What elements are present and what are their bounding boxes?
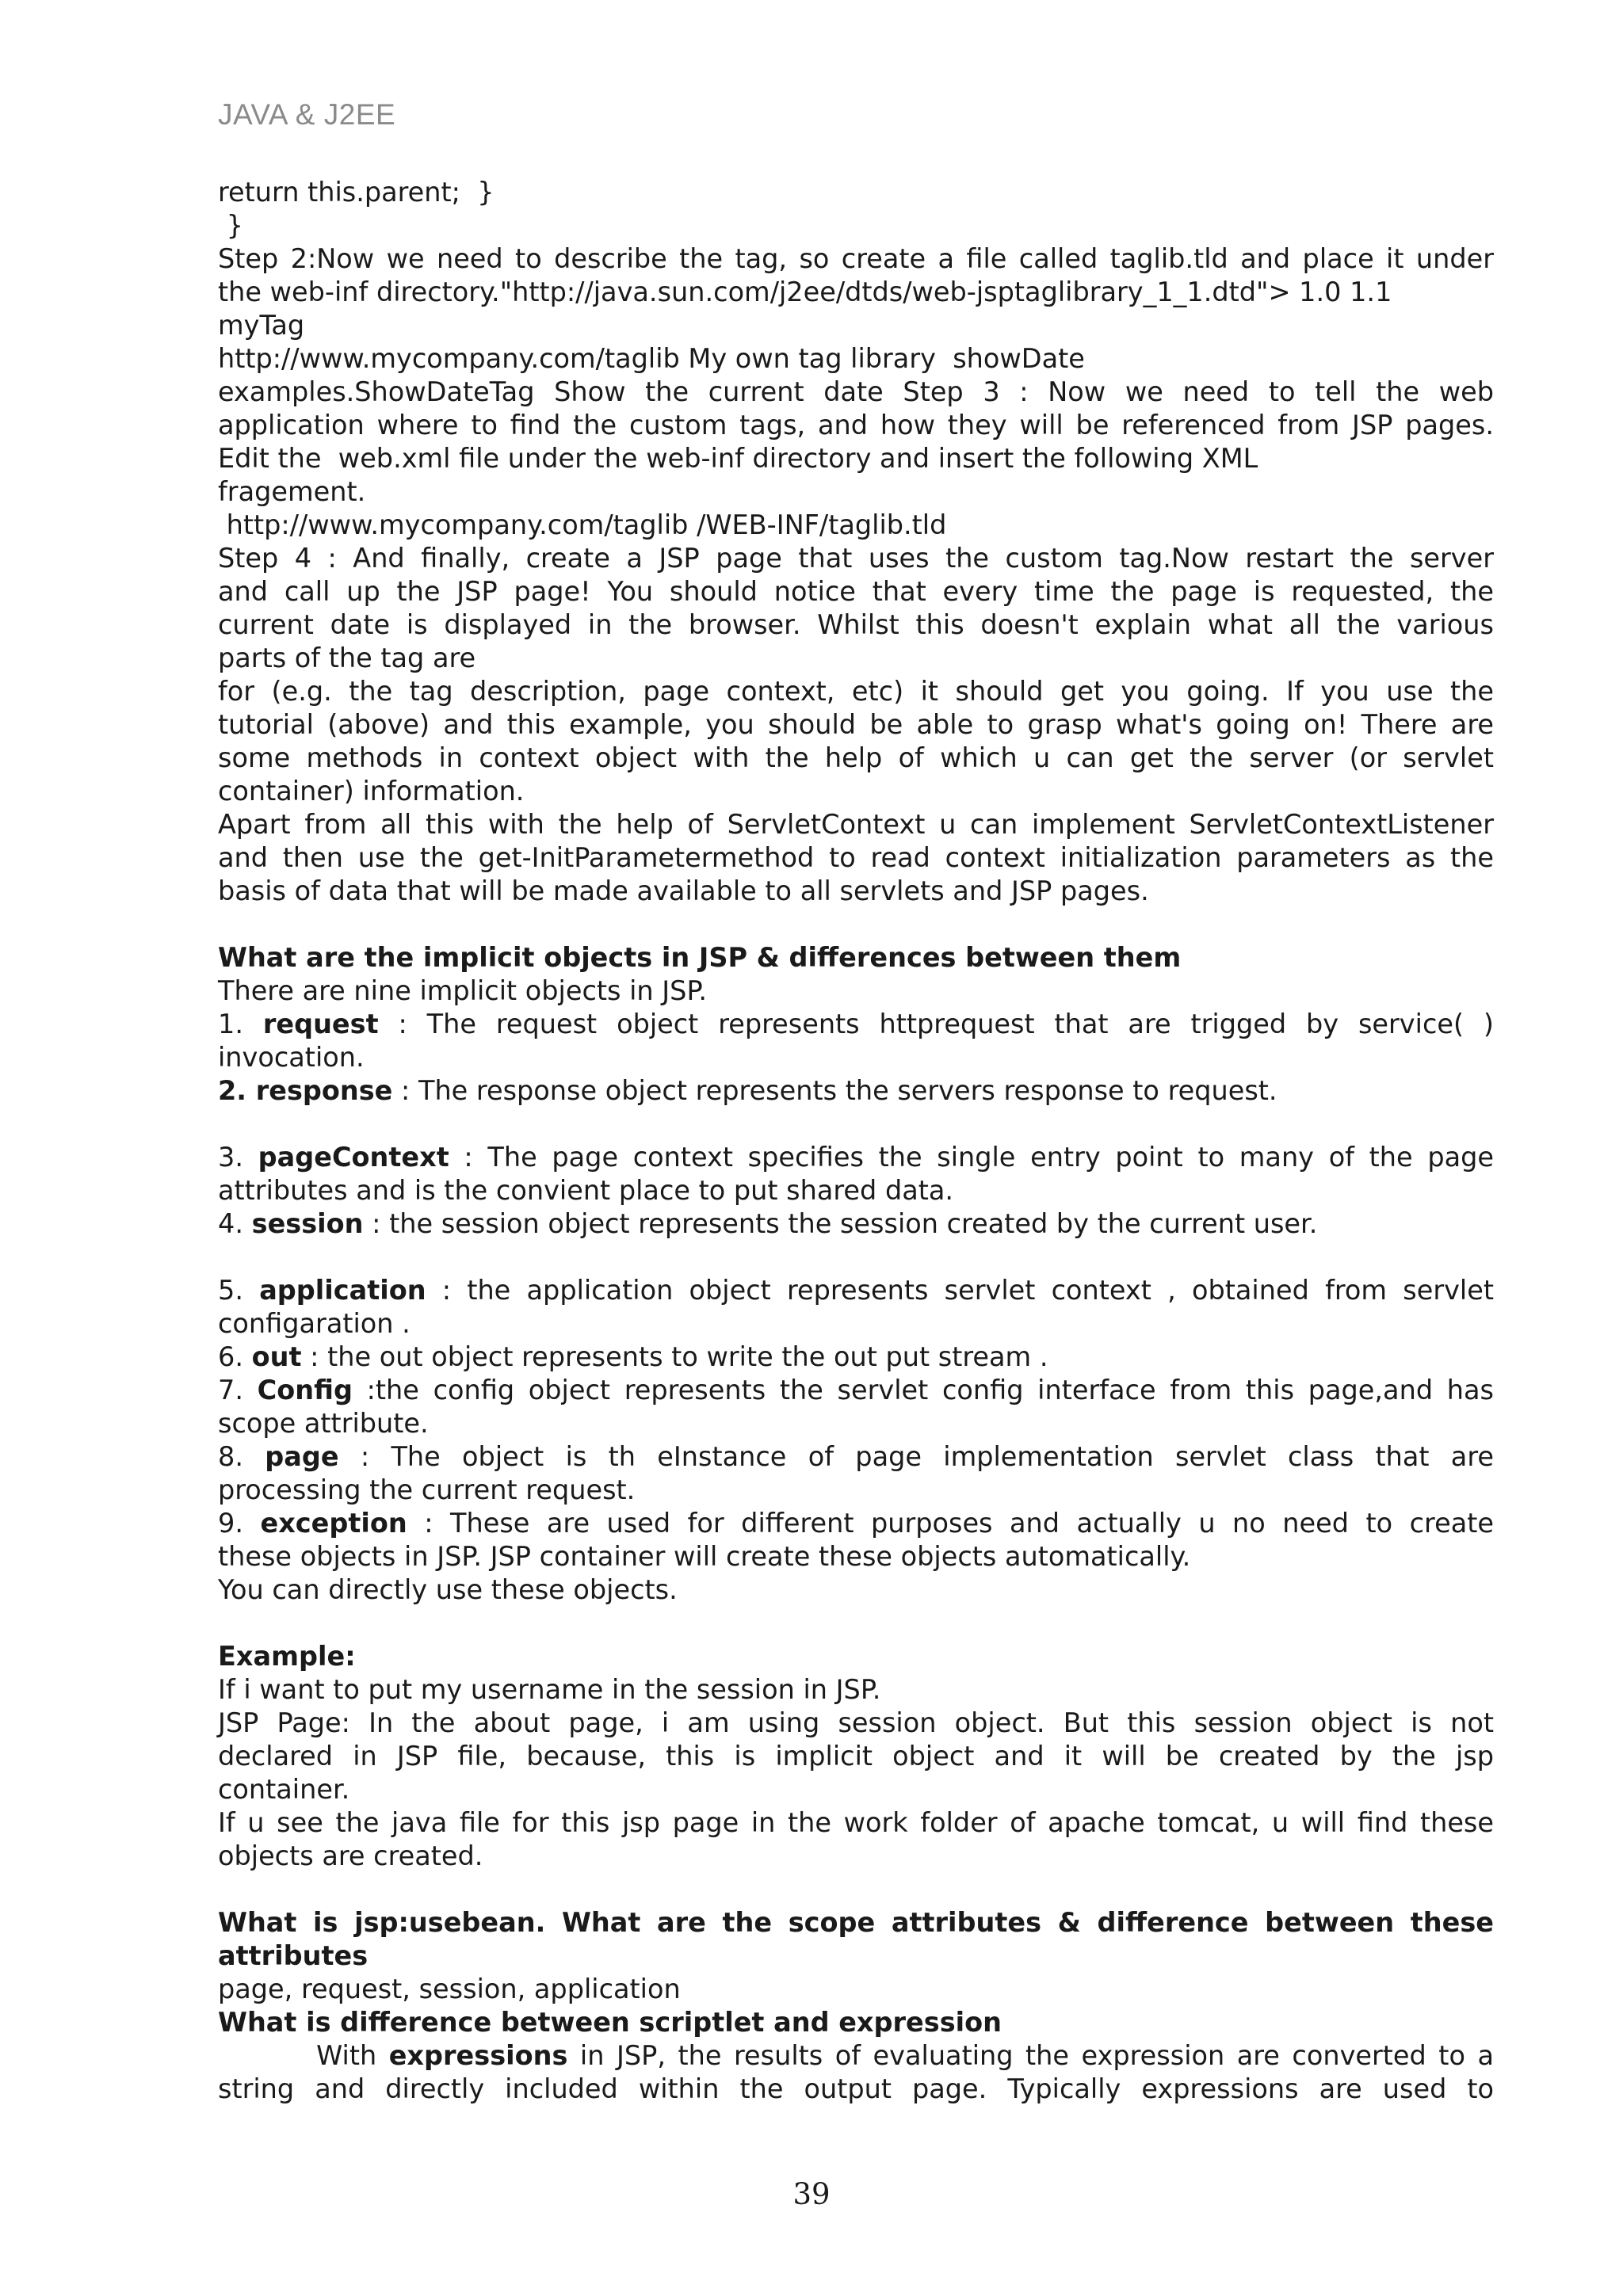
inline-term: expressions bbox=[388, 2040, 568, 2071]
text-line: and call up the JSP page! You should notice that every time the page is requested, the bbox=[218, 576, 1494, 607]
list-text: : The response object represents the servers response to request. bbox=[392, 1075, 1277, 1106]
text-line: Apart from all this with the help of ServletContext u can implement ServletContextListener bbox=[218, 809, 1494, 840]
section-heading bbox=[218, 941, 1494, 974]
list-text: :the config object represents the servlet config interface from this page,and has bbox=[352, 1375, 1494, 1405]
text-line: Step 2:Now we need to describe the tag, so create a file called taglib.tld and place it under bbox=[218, 243, 1494, 274]
text-line: If i want to put my username in the session in JSP. bbox=[218, 1674, 881, 1705]
list-number: 1. bbox=[218, 1009, 263, 1039]
list-number: 3. bbox=[218, 1142, 258, 1173]
list-number: 8. bbox=[218, 1441, 265, 1472]
text-line: basis of data that will be made available to all servlets and JSP pages. bbox=[218, 875, 1149, 906]
text-line: return this.parent; } bbox=[218, 177, 495, 208]
text-line bbox=[218, 2039, 1494, 2073]
text-line: http://www.mycompany.com/taglib My own tag library showDate bbox=[218, 343, 1085, 374]
list-item bbox=[218, 1274, 1494, 1307]
heading-text: What is jsp:usebean. What are the scope attributes & difference between these bbox=[218, 1907, 1494, 1938]
text-line: objects are created. bbox=[218, 1840, 483, 1871]
list-number: 7. bbox=[218, 1375, 258, 1405]
section-heading bbox=[218, 1640, 1494, 1673]
text-line: There are nine implicit objects in JSP. bbox=[218, 975, 708, 1006]
list-term: Config bbox=[257, 1375, 353, 1405]
list-item bbox=[218, 1507, 1494, 1540]
list-number: 5. bbox=[218, 1275, 260, 1306]
text-line: for (e.g. the tag description, page context, etc) it should get you going. If you use the bbox=[218, 676, 1494, 707]
text-line: application where to find the custom tags, and how they will be referenced from JSP pages. bbox=[218, 410, 1494, 441]
text-line: container. bbox=[218, 1774, 350, 1805]
list-text: : The object is th eInstance of page implementation servlet class that are bbox=[338, 1441, 1494, 1472]
text-line: JSP Page: In the about page, i am using session object. But this session object is not bbox=[218, 1707, 1494, 1738]
list-term: pageContext bbox=[258, 1142, 449, 1173]
list-term: page bbox=[265, 1441, 339, 1472]
text-line: current date is displayed in the browser. Whilst this doesn't explain what all the various bbox=[218, 609, 1494, 640]
heading-text: What is difference between scriptlet and expression bbox=[218, 2007, 1002, 2038]
section-heading bbox=[218, 2006, 1494, 2039]
list-item bbox=[218, 1008, 1494, 1041]
spacer bbox=[218, 1607, 1494, 1640]
page-body bbox=[218, 176, 1494, 2106]
text-line: myTag bbox=[218, 310, 305, 341]
line-text: in JSP, the results of evaluating the expression are converted to a bbox=[567, 2040, 1494, 2071]
list-item bbox=[218, 1141, 1494, 1174]
list-text: : The page context specifies the single entry point to many of the page bbox=[449, 1142, 1494, 1173]
spacer bbox=[218, 1873, 1494, 1906]
text-line: processing the current request. bbox=[218, 1474, 636, 1505]
list-text: : These are used for different purposes and actually u no need to create bbox=[407, 1508, 1494, 1539]
page-number: 39 bbox=[792, 2177, 831, 2211]
list-text: : the out object represents to write the out put stream . bbox=[301, 1341, 1048, 1372]
list-term: request bbox=[262, 1009, 379, 1039]
text-line: the web-inf directory."http://java.sun.com/j2ee/dtds/web-jsptaglibrary_1_1.dtd"> 1.0 1.1 bbox=[218, 277, 1392, 307]
text-line: declared in JSP file, because, this is implicit object and it will be created by the jsp bbox=[218, 1741, 1494, 1772]
text-line: You can directly use these objects. bbox=[218, 1574, 678, 1605]
list-text: : the application object represents servlet context , obtained from servlet bbox=[426, 1275, 1494, 1306]
text-line: tutorial (above) and this example, you should be able to grasp what's going on! There are bbox=[218, 709, 1494, 740]
text-line: and then use the get-InitParametermethod to read context initialization parameters as the bbox=[218, 842, 1494, 873]
list-item bbox=[218, 1341, 1494, 1374]
spacer bbox=[218, 1108, 1494, 1141]
text-line: } bbox=[218, 210, 243, 241]
text-line: container) information. bbox=[218, 776, 525, 807]
list-item bbox=[218, 1074, 1494, 1108]
spacer bbox=[218, 1241, 1494, 1274]
text-line: Edit the web.xml file under the web-inf directory and insert the following XML bbox=[218, 443, 1258, 474]
list-term: session bbox=[251, 1208, 364, 1239]
list-item bbox=[218, 1207, 1494, 1241]
text-line: these objects in JSP. JSP container will create these objects automatically. bbox=[218, 1541, 1191, 1572]
text-line: examples.ShowDateTag Show the current date Step 3 : Now we need to tell the web bbox=[218, 376, 1494, 407]
list-text: : The request object represents httprequest that are trigged by service( ) bbox=[378, 1009, 1494, 1039]
list-number: 9. bbox=[218, 1508, 261, 1539]
list-number: 6. bbox=[218, 1341, 252, 1372]
indent-text: With bbox=[218, 2040, 389, 2071]
heading-text: attributes bbox=[218, 1940, 369, 1971]
list-term: 2. response bbox=[218, 1075, 393, 1106]
section-heading bbox=[218, 1906, 1494, 1939]
list-item bbox=[218, 1440, 1494, 1474]
heading-text: What are the implicit objects in JSP & differences between them bbox=[218, 942, 1182, 973]
list-number: 4. bbox=[218, 1208, 252, 1239]
heading-text: Example: bbox=[218, 1641, 356, 1672]
text-line: parts of the tag are bbox=[218, 643, 476, 673]
text-line: Step 4 : And finally, create a JSP page that uses the custom tag.Now restart the server bbox=[218, 543, 1494, 574]
list-term: out bbox=[251, 1341, 302, 1372]
spacer bbox=[218, 908, 1494, 941]
text-line: If u see the java file for this jsp page in the work folder of apache tomcat, u will find these bbox=[218, 1807, 1494, 1838]
text-line: configaration . bbox=[218, 1308, 411, 1339]
text-line: scope attribute. bbox=[218, 1408, 429, 1439]
text-line: string and directly included within the output page. Typically expressions are used to bbox=[218, 2073, 1494, 2104]
text-line: http://www.mycompany.com/taglib /WEB-INF/taglib.tld bbox=[218, 509, 947, 540]
running-header: JAVA & J2EE bbox=[218, 98, 396, 131]
text-line: fragement. bbox=[218, 476, 366, 507]
text-line: invocation. bbox=[218, 1042, 365, 1073]
text-line: some methods in context object with the help of which u can get the server (or servlet bbox=[218, 742, 1494, 773]
list-term: exception bbox=[260, 1508, 407, 1539]
list-text: : the session object represents the session created by the current user. bbox=[363, 1208, 1318, 1239]
list-item bbox=[218, 1374, 1494, 1407]
section-heading bbox=[218, 1939, 1494, 1973]
text-line: page, request, session, application bbox=[218, 1974, 681, 2004]
text-line: attributes and is the convient place to put shared data. bbox=[218, 1175, 954, 1206]
list-term: application bbox=[259, 1275, 426, 1306]
